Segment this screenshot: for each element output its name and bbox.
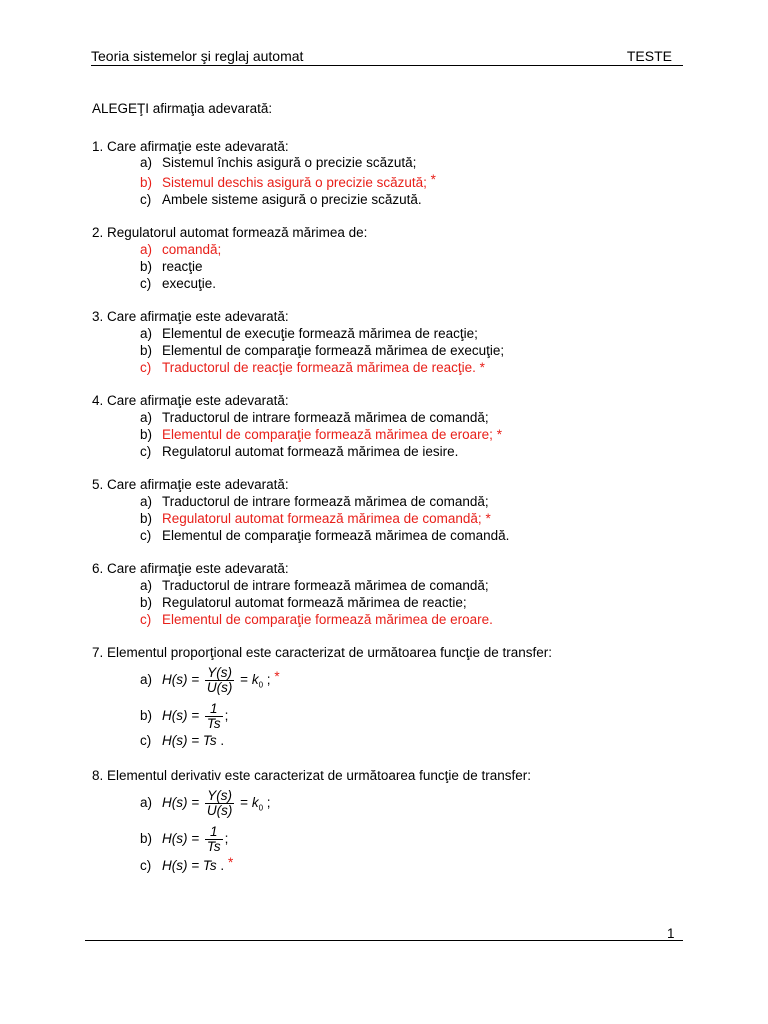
question-2: 2. Regulatorul automat formează mărimea de: — [92, 225, 368, 240]
q4-option-c: c) Regulatorul automat formează mărimea de iesire. — [140, 444, 459, 459]
fraction: $\frac{Y(s)}{U(s)}$ — [206, 664, 233, 695]
footer-rule — [85, 940, 683, 941]
q2-option-b: b) reacţie — [140, 259, 203, 274]
q8-option-a: a) H(s) = $\frac{Y(s)}{U(s)}$ = $k_0$ ; — [140, 787, 271, 818]
q4-option-a: a) Traductorul de intrare formează mărimea de comandă; — [140, 410, 489, 425]
q6-option-c: c) Elementul de comparaţie formează mărimea de eroare. — [140, 612, 493, 627]
correct-marker: * — [496, 427, 502, 442]
q5-option-c: c) Elementul de comparaţie formează mărimea de comandă. — [140, 528, 510, 543]
q1-option-c: c) Ambele sisteme asigură o precizie scăzută. — [140, 192, 422, 207]
question-7: 7. Elementul proporţional este caracterizat de următoarea funcţie de transfer: — [92, 645, 552, 660]
formula-hs: H(s) = — [162, 672, 200, 687]
question-8: 8. Elementul derivativ este caracterizat de următoarea funcţie de transfer: — [92, 768, 531, 783]
question-1: 1. Care afirmaţie este adevarată: — [92, 139, 289, 154]
gain-constant: $k_0$ — [251, 672, 264, 690]
page-number: 1 — [667, 926, 675, 941]
fraction: $\frac{1}{Ts}$ — [206, 700, 221, 731]
question-5: 5. Care afirmaţie este adevarată: — [92, 477, 289, 492]
header-tag: TESTE — [626, 48, 672, 64]
fraction: $\frac{Y(s)}{U(s)}$ — [206, 787, 233, 818]
question-4: 4. Care afirmaţie este adevarată: — [92, 393, 289, 408]
q1-option-b: b) Sistemul deschis asigură o precizie scăzută; * — [140, 172, 436, 190]
q1-option-a: a) Sistemul închis asigură o precizie scăzută; — [140, 155, 417, 170]
page-header — [91, 48, 683, 66]
fraction: $\frac{1}{Ts}$ — [206, 823, 221, 854]
q2-option-a: a) comandă; — [140, 242, 222, 257]
correct-marker: * — [485, 511, 491, 526]
q8-option-b: b) H(s) = $\frac{1}{Ts}$ ; — [140, 823, 229, 854]
q5-option-b: b) Regulatorul automat formează mărimea de comandă; * — [140, 511, 491, 526]
correct-marker: * — [430, 172, 436, 187]
instruction: ALEGEŢI afirmaţia adevarată: — [92, 101, 273, 116]
correct-marker: * — [227, 855, 234, 870]
q8-option-c: c) H(s) = Ts . * — [140, 855, 234, 873]
q6-option-a: a) Traductorul de intrare formează mărimea de comandă; — [140, 578, 489, 593]
q4-option-b: b) Elementul de comparaţie formează mărimea de eroare; * — [140, 427, 502, 442]
header-title: Teoria sistemelor şi reglaj automat — [91, 48, 304, 64]
q7-option-a: a) H(s) = $\frac{Y(s)}{U(s)}$ = $k_0$ ; * — [140, 664, 280, 695]
q3-option-b: b) Elementul de comparaţie formează mărimea de execuţie; — [140, 343, 505, 358]
question-3: 3. Care afirmaţie este adevarată: — [92, 309, 289, 324]
q7-option-b: b) H(s) = $\frac{1}{Ts}$ ; — [140, 700, 229, 731]
question-6: 6. Care afirmaţie este adevarată: — [92, 561, 289, 576]
q6-option-b: b) Regulatorul automat formează mărimea de reactie; — [140, 595, 467, 610]
q7-option-c: c) H(s) = Ts . — [140, 733, 225, 748]
q3-option-c: c) Traductorul de reacţie formează mărimea de reacţie. * — [140, 360, 485, 375]
correct-marker: * — [274, 669, 280, 684]
correct-marker: * — [479, 360, 485, 375]
q2-option-c: c) execuţie. — [140, 276, 217, 291]
gain-constant: $k_0$ — [251, 795, 264, 813]
q3-option-a: a) Elementul de execuţie formează mărimea de reacţie; — [140, 326, 478, 341]
q5-option-a: a) Traductorul de intrare formează mărimea de comandă; — [140, 494, 489, 509]
